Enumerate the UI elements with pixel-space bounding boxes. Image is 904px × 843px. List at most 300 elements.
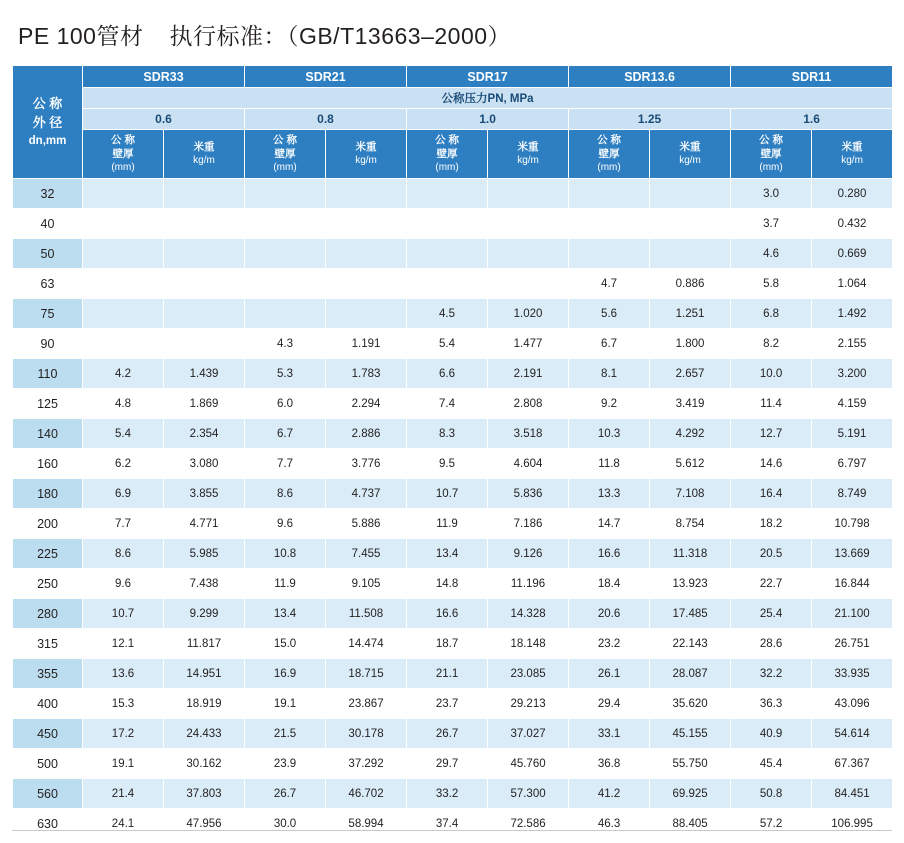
- wall-line1: 公 称: [597, 134, 621, 147]
- table-row: [13, 509, 893, 539]
- cell-wall-thickness: 7.4: [407, 389, 488, 419]
- cell-wall-thickness: 10.3: [569, 419, 650, 449]
- cell-wall-thickness: 4.2: [83, 359, 164, 389]
- cell-weight-per-meter: 3.419: [650, 389, 731, 419]
- cell-weight-per-meter: 1.191: [326, 329, 407, 359]
- cell-dn: 110: [13, 359, 83, 389]
- header-pn-2: 1.0: [407, 109, 569, 130]
- cell-wall-thickness: [83, 239, 164, 269]
- cell-wall-thickness: 8.6: [83, 539, 164, 569]
- cell-wall-thickness: 33.2: [407, 779, 488, 809]
- cell-wall-thickness: 18.2: [731, 509, 812, 539]
- cell-weight-per-meter: 17.485: [650, 599, 731, 629]
- cell-weight-per-meter: 30.178: [326, 719, 407, 749]
- cell-wall-thickness: 45.4: [731, 749, 812, 779]
- cell-wall-thickness: 9.6: [83, 569, 164, 599]
- cell-weight-per-meter: 3.080: [164, 449, 245, 479]
- weight-unit: kg/m: [355, 155, 377, 167]
- cell-weight-per-meter: [164, 269, 245, 299]
- cell-dn: 355: [13, 659, 83, 689]
- cell-wall-thickness: 20.6: [569, 599, 650, 629]
- cell-weight-per-meter: 1.477: [488, 329, 569, 359]
- cell-weight-per-meter: 54.614: [812, 719, 893, 749]
- cell-weight-per-meter: 0.432: [812, 209, 893, 239]
- cell-weight-per-meter: 3.200: [812, 359, 893, 389]
- table-row: [13, 359, 893, 389]
- cell-weight-per-meter: 7.108: [650, 479, 731, 509]
- cell-dn: 32: [13, 179, 83, 209]
- cell-wall-thickness: 7.7: [83, 509, 164, 539]
- wall-unit: (mm): [111, 162, 135, 174]
- header-sdr-2: SDR17: [407, 66, 569, 88]
- cell-weight-per-meter: 1.869: [164, 389, 245, 419]
- table-row: [13, 479, 893, 509]
- cell-wall-thickness: 7.7: [245, 449, 326, 479]
- header-row-sdr: [13, 66, 893, 88]
- cell-wall-thickness: 16.6: [569, 539, 650, 569]
- cell-wall-thickness: 3.7: [731, 209, 812, 239]
- cell-wall-thickness: 36.3: [731, 689, 812, 719]
- cell-wall-thickness: 6.7: [245, 419, 326, 449]
- cell-weight-per-meter: [326, 269, 407, 299]
- cell-wall-thickness: 5.4: [407, 329, 488, 359]
- cell-wall-thickness: 14.8: [407, 569, 488, 599]
- cell-wall-thickness: [83, 329, 164, 359]
- cell-weight-per-meter: 43.096: [812, 689, 893, 719]
- cell-dn: 125: [13, 389, 83, 419]
- cell-weight-per-meter: 2.191: [488, 359, 569, 389]
- cell-weight-per-meter: 2.155: [812, 329, 893, 359]
- cell-dn: 400: [13, 689, 83, 719]
- cell-wall-thickness: 46.3: [569, 809, 650, 839]
- header-weight-3: [650, 130, 731, 179]
- cell-weight-per-meter: 16.844: [812, 569, 893, 599]
- cell-weight-per-meter: 8.754: [650, 509, 731, 539]
- wall-line2: 壁厚: [274, 148, 296, 161]
- cell-weight-per-meter: 33.935: [812, 659, 893, 689]
- cell-weight-per-meter: 0.669: [812, 239, 893, 269]
- cell-weight-per-meter: 4.737: [326, 479, 407, 509]
- table-row: [13, 809, 893, 839]
- wall-unit: (mm): [597, 162, 621, 174]
- cell-weight-per-meter: 1.439: [164, 359, 245, 389]
- cell-wall-thickness: 57.2: [731, 809, 812, 839]
- cell-wall-thickness: 32.2: [731, 659, 812, 689]
- cell-wall-thickness: 10.7: [83, 599, 164, 629]
- cell-wall-thickness: 11.8: [569, 449, 650, 479]
- cell-wall-thickness: 4.6: [731, 239, 812, 269]
- cell-weight-per-meter: 3.776: [326, 449, 407, 479]
- header-dn: [13, 66, 83, 179]
- cell-weight-per-meter: 7.438: [164, 569, 245, 599]
- cell-wall-thickness: 24.1: [83, 809, 164, 839]
- cell-weight-per-meter: [164, 239, 245, 269]
- cell-wall-thickness: [245, 209, 326, 239]
- cell-weight-per-meter: 7.186: [488, 509, 569, 539]
- cell-weight-per-meter: 5.886: [326, 509, 407, 539]
- cell-wall-thickness: 18.7: [407, 629, 488, 659]
- cell-wall-thickness: 4.3: [245, 329, 326, 359]
- table-row: [13, 389, 893, 419]
- cell-wall-thickness: 28.6: [731, 629, 812, 659]
- cell-weight-per-meter: 9.105: [326, 569, 407, 599]
- table-row: [13, 449, 893, 479]
- cell-wall-thickness: 6.8: [731, 299, 812, 329]
- cell-weight-per-meter: 4.159: [812, 389, 893, 419]
- weight-unit: kg/m: [517, 155, 539, 167]
- cell-weight-per-meter: 24.433: [164, 719, 245, 749]
- cell-weight-per-meter: 11.318: [650, 539, 731, 569]
- cell-wall-thickness: 8.3: [407, 419, 488, 449]
- header-dn-line2: 外 径: [32, 115, 63, 131]
- cell-weight-per-meter: 37.027: [488, 719, 569, 749]
- header-sdr-1: SDR21: [245, 66, 407, 88]
- cell-wall-thickness: 4.5: [407, 299, 488, 329]
- table-row: [13, 569, 893, 599]
- cell-weight-per-meter: 3.855: [164, 479, 245, 509]
- weight-unit: kg/m: [679, 155, 701, 167]
- cell-weight-per-meter: 0.280: [812, 179, 893, 209]
- cell-wall-thickness: [245, 269, 326, 299]
- wall-unit: (mm): [273, 162, 297, 174]
- cell-wall-thickness: 15.3: [83, 689, 164, 719]
- cell-weight-per-meter: 29.213: [488, 689, 569, 719]
- weight-line1: 米重: [193, 141, 215, 154]
- cell-weight-per-meter: 58.994: [326, 809, 407, 839]
- cell-weight-per-meter: 2.354: [164, 419, 245, 449]
- cell-weight-per-meter: 4.771: [164, 509, 245, 539]
- cell-weight-per-meter: 5.191: [812, 419, 893, 449]
- cell-weight-per-meter: 14.328: [488, 599, 569, 629]
- cell-wall-thickness: 23.7: [407, 689, 488, 719]
- cell-weight-per-meter: 57.300: [488, 779, 569, 809]
- weight-line1: 米重: [355, 141, 377, 154]
- cell-wall-thickness: 40.9: [731, 719, 812, 749]
- header-wall-2: [407, 130, 488, 179]
- table-row: [13, 779, 893, 809]
- header-pn-0: 0.6: [83, 109, 245, 130]
- cell-wall-thickness: 13.6: [83, 659, 164, 689]
- cell-weight-per-meter: 11.196: [488, 569, 569, 599]
- cell-wall-thickness: [83, 209, 164, 239]
- cell-wall-thickness: 6.0: [245, 389, 326, 419]
- cell-wall-thickness: 4.8: [83, 389, 164, 419]
- cell-wall-thickness: 14.7: [569, 509, 650, 539]
- cell-weight-per-meter: 18.148: [488, 629, 569, 659]
- cell-weight-per-meter: 2.886: [326, 419, 407, 449]
- table-row: [13, 599, 893, 629]
- cell-weight-per-meter: 13.923: [650, 569, 731, 599]
- cell-weight-per-meter: 37.292: [326, 749, 407, 779]
- footer-divider: [12, 830, 892, 831]
- wall-line1: 公 称: [435, 134, 459, 147]
- cell-weight-per-meter: 45.760: [488, 749, 569, 779]
- cell-dn: 140: [13, 419, 83, 449]
- cell-wall-thickness: 11.9: [245, 569, 326, 599]
- table-row: [13, 269, 893, 299]
- cell-wall-thickness: [83, 179, 164, 209]
- header-dn-line3: dn,mm: [28, 134, 67, 147]
- cell-weight-per-meter: 3.518: [488, 419, 569, 449]
- cell-weight-per-meter: 26.751: [812, 629, 893, 659]
- wall-line2: 壁厚: [598, 148, 620, 161]
- cell-weight-per-meter: [164, 209, 245, 239]
- cell-wall-thickness: 17.2: [83, 719, 164, 749]
- table-row: [13, 689, 893, 719]
- cell-wall-thickness: 21.4: [83, 779, 164, 809]
- cell-wall-thickness: 18.4: [569, 569, 650, 599]
- cell-wall-thickness: 6.6: [407, 359, 488, 389]
- header-row-subcols: [13, 130, 893, 179]
- table-row: [13, 179, 893, 209]
- cell-wall-thickness: 10.8: [245, 539, 326, 569]
- cell-wall-thickness: 26.1: [569, 659, 650, 689]
- cell-weight-per-meter: 88.405: [650, 809, 731, 839]
- cell-wall-thickness: 9.6: [245, 509, 326, 539]
- cell-weight-per-meter: [326, 299, 407, 329]
- cell-weight-per-meter: 23.085: [488, 659, 569, 689]
- table-head: [13, 66, 893, 179]
- table-row: [13, 629, 893, 659]
- cell-wall-thickness: 5.8: [731, 269, 812, 299]
- cell-weight-per-meter: 23.867: [326, 689, 407, 719]
- cell-wall-thickness: 6.9: [83, 479, 164, 509]
- cell-weight-per-meter: 1.800: [650, 329, 731, 359]
- cell-weight-per-meter: 106.995: [812, 809, 893, 839]
- cell-wall-thickness: 16.6: [407, 599, 488, 629]
- cell-wall-thickness: [83, 299, 164, 329]
- table-row: [13, 209, 893, 239]
- header-dn-line1: 公 称: [32, 95, 63, 111]
- cell-wall-thickness: 16.9: [245, 659, 326, 689]
- wall-line2: 壁厚: [112, 148, 134, 161]
- cell-weight-per-meter: [488, 209, 569, 239]
- cell-wall-thickness: 11.4: [731, 389, 812, 419]
- cell-wall-thickness: 50.8: [731, 779, 812, 809]
- cell-weight-per-meter: 4.604: [488, 449, 569, 479]
- wall-line2: 壁厚: [760, 148, 782, 161]
- cell-weight-per-meter: 14.474: [326, 629, 407, 659]
- pipe-spec-table: [12, 65, 893, 839]
- cell-wall-thickness: [407, 209, 488, 239]
- table-row: [13, 539, 893, 569]
- weight-line1: 米重: [679, 141, 701, 154]
- cell-wall-thickness: 13.3: [569, 479, 650, 509]
- title-product: PE 100管材: [18, 23, 144, 49]
- cell-weight-per-meter: 5.836: [488, 479, 569, 509]
- cell-wall-thickness: [245, 179, 326, 209]
- cell-weight-per-meter: [650, 179, 731, 209]
- cell-wall-thickness: 4.7: [569, 269, 650, 299]
- cell-wall-thickness: 22.7: [731, 569, 812, 599]
- cell-weight-per-meter: [164, 329, 245, 359]
- cell-wall-thickness: 10.0: [731, 359, 812, 389]
- page-title: [12, 0, 892, 65]
- table-row: [13, 419, 893, 449]
- cell-wall-thickness: 6.7: [569, 329, 650, 359]
- cell-dn: 200: [13, 509, 83, 539]
- cell-weight-per-meter: 28.087: [650, 659, 731, 689]
- cell-wall-thickness: 16.4: [731, 479, 812, 509]
- cell-wall-thickness: [83, 269, 164, 299]
- wall-line2: 壁厚: [436, 148, 458, 161]
- cell-wall-thickness: 36.8: [569, 749, 650, 779]
- cell-dn: 450: [13, 719, 83, 749]
- cell-weight-per-meter: 13.669: [812, 539, 893, 569]
- cell-weight-per-meter: [164, 179, 245, 209]
- header-row-pn-label: [13, 88, 893, 109]
- cell-weight-per-meter: 22.143: [650, 629, 731, 659]
- cell-wall-thickness: 8.2: [731, 329, 812, 359]
- cell-wall-thickness: 19.1: [83, 749, 164, 779]
- cell-weight-per-meter: 1.251: [650, 299, 731, 329]
- cell-dn: 560: [13, 779, 83, 809]
- cell-wall-thickness: [407, 239, 488, 269]
- weight-line1: 米重: [841, 141, 863, 154]
- cell-weight-per-meter: 30.162: [164, 749, 245, 779]
- weight-unit: kg/m: [193, 155, 215, 167]
- cell-weight-per-meter: 84.451: [812, 779, 893, 809]
- cell-wall-thickness: 20.5: [731, 539, 812, 569]
- cell-wall-thickness: 26.7: [245, 779, 326, 809]
- cell-weight-per-meter: [326, 239, 407, 269]
- cell-weight-per-meter: 7.455: [326, 539, 407, 569]
- cell-wall-thickness: 29.4: [569, 689, 650, 719]
- cell-wall-thickness: 26.7: [407, 719, 488, 749]
- header-weight-4: [812, 130, 893, 179]
- header-sdr-3: SDR13.6: [569, 66, 731, 88]
- cell-wall-thickness: 21.1: [407, 659, 488, 689]
- table-row: [13, 659, 893, 689]
- header-sdr-0: SDR33: [83, 66, 245, 88]
- cell-wall-thickness: 30.0: [245, 809, 326, 839]
- cell-dn: 280: [13, 599, 83, 629]
- cell-wall-thickness: 29.7: [407, 749, 488, 779]
- table-row: [13, 299, 893, 329]
- cell-wall-thickness: [569, 209, 650, 239]
- cell-weight-per-meter: 11.508: [326, 599, 407, 629]
- cell-dn: 180: [13, 479, 83, 509]
- cell-wall-thickness: [407, 179, 488, 209]
- header-wall-3: [569, 130, 650, 179]
- cell-dn: 50: [13, 239, 83, 269]
- cell-weight-per-meter: 2.657: [650, 359, 731, 389]
- header-sdr-4: SDR11: [731, 66, 893, 88]
- cell-weight-per-meter: 72.586: [488, 809, 569, 839]
- cell-weight-per-meter: 47.956: [164, 809, 245, 839]
- cell-weight-per-meter: 10.798: [812, 509, 893, 539]
- cell-dn: 90: [13, 329, 83, 359]
- cell-wall-thickness: 5.4: [83, 419, 164, 449]
- header-pn-label: 公称压力PN, MPa: [83, 88, 893, 109]
- cell-weight-per-meter: [326, 179, 407, 209]
- cell-weight-per-meter: 9.299: [164, 599, 245, 629]
- cell-weight-per-meter: 11.817: [164, 629, 245, 659]
- cell-weight-per-meter: [488, 179, 569, 209]
- cell-weight-per-meter: 37.803: [164, 779, 245, 809]
- cell-weight-per-meter: 35.620: [650, 689, 731, 719]
- wall-line1: 公 称: [759, 134, 784, 147]
- cell-weight-per-meter: 14.951: [164, 659, 245, 689]
- table-body: [13, 179, 893, 839]
- cell-wall-thickness: 37.4: [407, 809, 488, 839]
- cell-weight-per-meter: 55.750: [650, 749, 731, 779]
- cell-wall-thickness: 23.9: [245, 749, 326, 779]
- cell-weight-per-meter: 8.749: [812, 479, 893, 509]
- cell-weight-per-meter: 1.492: [812, 299, 893, 329]
- header-weight-2: [488, 130, 569, 179]
- cell-weight-per-meter: [488, 269, 569, 299]
- weight-unit: kg/m: [841, 155, 863, 167]
- table-row: [13, 239, 893, 269]
- cell-wall-thickness: 8.1: [569, 359, 650, 389]
- cell-wall-thickness: 5.3: [245, 359, 326, 389]
- title-standard: 执行标准：（GB/T13663–2000）: [169, 23, 512, 49]
- wall-line1: 公 称: [111, 134, 135, 147]
- cell-weight-per-meter: 1.020: [488, 299, 569, 329]
- cell-wall-thickness: 5.6: [569, 299, 650, 329]
- cell-wall-thickness: [245, 299, 326, 329]
- cell-wall-thickness: 15.0: [245, 629, 326, 659]
- cell-weight-per-meter: 69.925: [650, 779, 731, 809]
- cell-wall-thickness: 21.5: [245, 719, 326, 749]
- cell-wall-thickness: 25.4: [731, 599, 812, 629]
- cell-dn: 500: [13, 749, 83, 779]
- cell-weight-per-meter: 2.808: [488, 389, 569, 419]
- header-weight-0: [164, 130, 245, 179]
- cell-weight-per-meter: 45.155: [650, 719, 731, 749]
- cell-wall-thickness: [569, 179, 650, 209]
- cell-dn: 40: [13, 209, 83, 239]
- cell-weight-per-meter: 5.612: [650, 449, 731, 479]
- header-wall-0: [83, 130, 164, 179]
- cell-weight-per-meter: 21.100: [812, 599, 893, 629]
- table-row: [13, 749, 893, 779]
- header-wall-4: [731, 130, 812, 179]
- header-pn-3: 1.25: [569, 109, 731, 130]
- header-pn-1: 0.8: [245, 109, 407, 130]
- cell-wall-thickness: 19.1: [245, 689, 326, 719]
- cell-weight-per-meter: 0.886: [650, 269, 731, 299]
- cell-weight-per-meter: 9.126: [488, 539, 569, 569]
- wall-line1: 公 称: [273, 134, 297, 147]
- table-row: [13, 719, 893, 749]
- cell-weight-per-meter: 18.919: [164, 689, 245, 719]
- cell-wall-thickness: 11.9: [407, 509, 488, 539]
- weight-line1: 米重: [517, 141, 539, 154]
- cell-wall-thickness: 33.1: [569, 719, 650, 749]
- header-weight-1: [326, 130, 407, 179]
- cell-dn: 75: [13, 299, 83, 329]
- cell-weight-per-meter: [164, 299, 245, 329]
- cell-wall-thickness: [245, 239, 326, 269]
- cell-weight-per-meter: [326, 209, 407, 239]
- cell-weight-per-meter: 18.715: [326, 659, 407, 689]
- cell-weight-per-meter: [488, 239, 569, 269]
- cell-weight-per-meter: 5.985: [164, 539, 245, 569]
- cell-wall-thickness: 41.2: [569, 779, 650, 809]
- table-row: [13, 329, 893, 359]
- cell-weight-per-meter: 6.797: [812, 449, 893, 479]
- cell-dn: 630: [13, 809, 83, 839]
- cell-wall-thickness: 13.4: [407, 539, 488, 569]
- wall-unit: (mm): [759, 162, 783, 174]
- cell-dn: 160: [13, 449, 83, 479]
- cell-wall-thickness: [407, 269, 488, 299]
- cell-weight-per-meter: 46.702: [326, 779, 407, 809]
- cell-wall-thickness: 3.0: [731, 179, 812, 209]
- cell-wall-thickness: 23.2: [569, 629, 650, 659]
